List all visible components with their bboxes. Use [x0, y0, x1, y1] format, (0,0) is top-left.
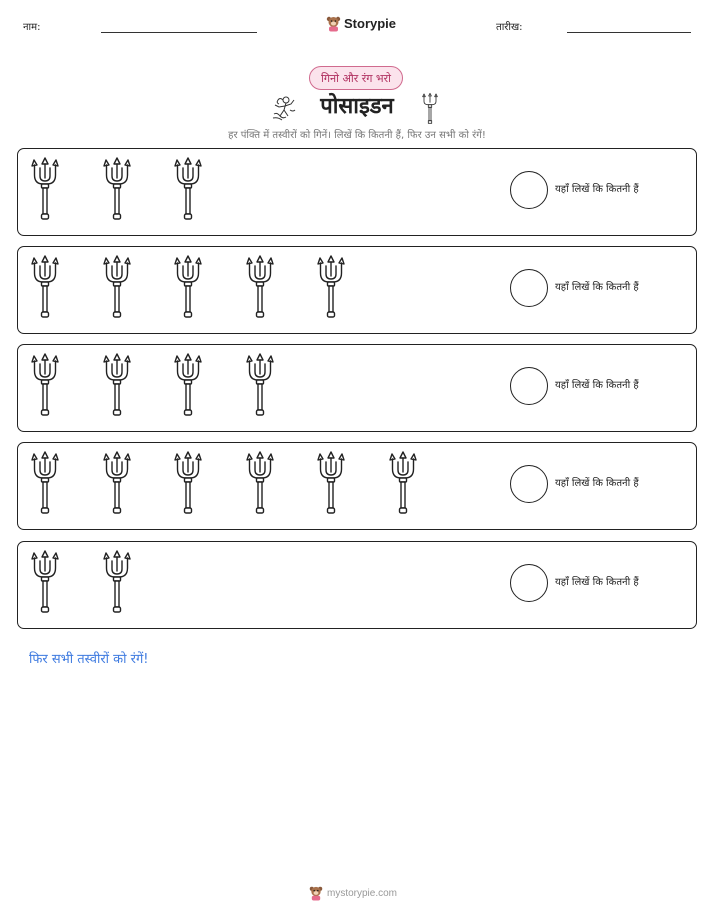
- trident-icon[interactable]: [31, 156, 59, 226]
- trident-icon[interactable]: [103, 352, 131, 422]
- trident-icon[interactable]: [31, 549, 59, 619]
- name-line[interactable]: [101, 32, 257, 33]
- storypie-logo: [326, 13, 396, 33]
- answer-prompt: यहाँ लिखें कि कितनी हैं: [555, 282, 639, 293]
- answer-prompt: यहाँ लिखें कि कितनी हैं: [555, 478, 639, 489]
- trident-icon[interactable]: [103, 549, 131, 619]
- trident-icon[interactable]: [389, 450, 417, 520]
- coloring-instruction: फिर सभी तस्वीरों को रंगें!: [29, 652, 149, 667]
- count-row-5: [17, 541, 697, 629]
- name-label: नाम:: [23, 22, 41, 33]
- trident-icon[interactable]: [174, 352, 202, 422]
- count-row-4: [17, 442, 697, 530]
- footer-url: mystorypie.com: [327, 887, 398, 899]
- page-title: पोसाइडन: [320, 94, 394, 119]
- trident-icon[interactable]: [246, 254, 274, 324]
- trident-icon[interactable]: [31, 352, 59, 422]
- count-row-3: [17, 344, 697, 432]
- trident-icon[interactable]: [31, 450, 59, 520]
- answer-prompt: यहाँ लिखें कि कितनी हैं: [555, 577, 639, 588]
- trident-icon[interactable]: [103, 450, 131, 520]
- trident-icon[interactable]: [317, 450, 345, 520]
- answer-circle[interactable]: [510, 564, 548, 602]
- date-label: तारीख:: [496, 22, 523, 33]
- answer-circle[interactable]: [510, 269, 548, 307]
- trident-icon[interactable]: [246, 352, 274, 422]
- instruction-text: हर पंक्ति में तस्वीरों को गिनें। लिखें कि कितनी हैं, फिर उन सभी को रंगें!: [228, 130, 486, 141]
- trident-icon[interactable]: [317, 254, 345, 324]
- brand-name: Storypie: [344, 15, 397, 31]
- trident-icon[interactable]: [31, 254, 59, 324]
- footer: [309, 885, 397, 901]
- trident-icon[interactable]: [246, 450, 274, 520]
- trident-icon[interactable]: [174, 254, 202, 324]
- count-row-2: [17, 246, 697, 334]
- title-trident-icon: [422, 92, 438, 124]
- answer-prompt: यहाँ लिखें कि कितनी हैं: [555, 184, 639, 195]
- trident-icon[interactable]: [174, 156, 202, 226]
- trident-icon[interactable]: [174, 450, 202, 520]
- answer-circle[interactable]: [510, 465, 548, 503]
- answer-circle[interactable]: [510, 171, 548, 209]
- trident-icon[interactable]: [103, 156, 131, 226]
- bear-mascot-icon: [309, 885, 323, 901]
- answer-prompt: यहाँ लिखें कि कितनी हैं: [555, 380, 639, 391]
- count-row-1: [17, 148, 697, 236]
- date-line[interactable]: [567, 32, 691, 33]
- bear-mascot-icon: [326, 15, 341, 32]
- answer-circle[interactable]: [510, 367, 548, 405]
- activity-badge: गिनो और रंग भरो: [309, 66, 403, 90]
- trident-icon[interactable]: [103, 254, 131, 324]
